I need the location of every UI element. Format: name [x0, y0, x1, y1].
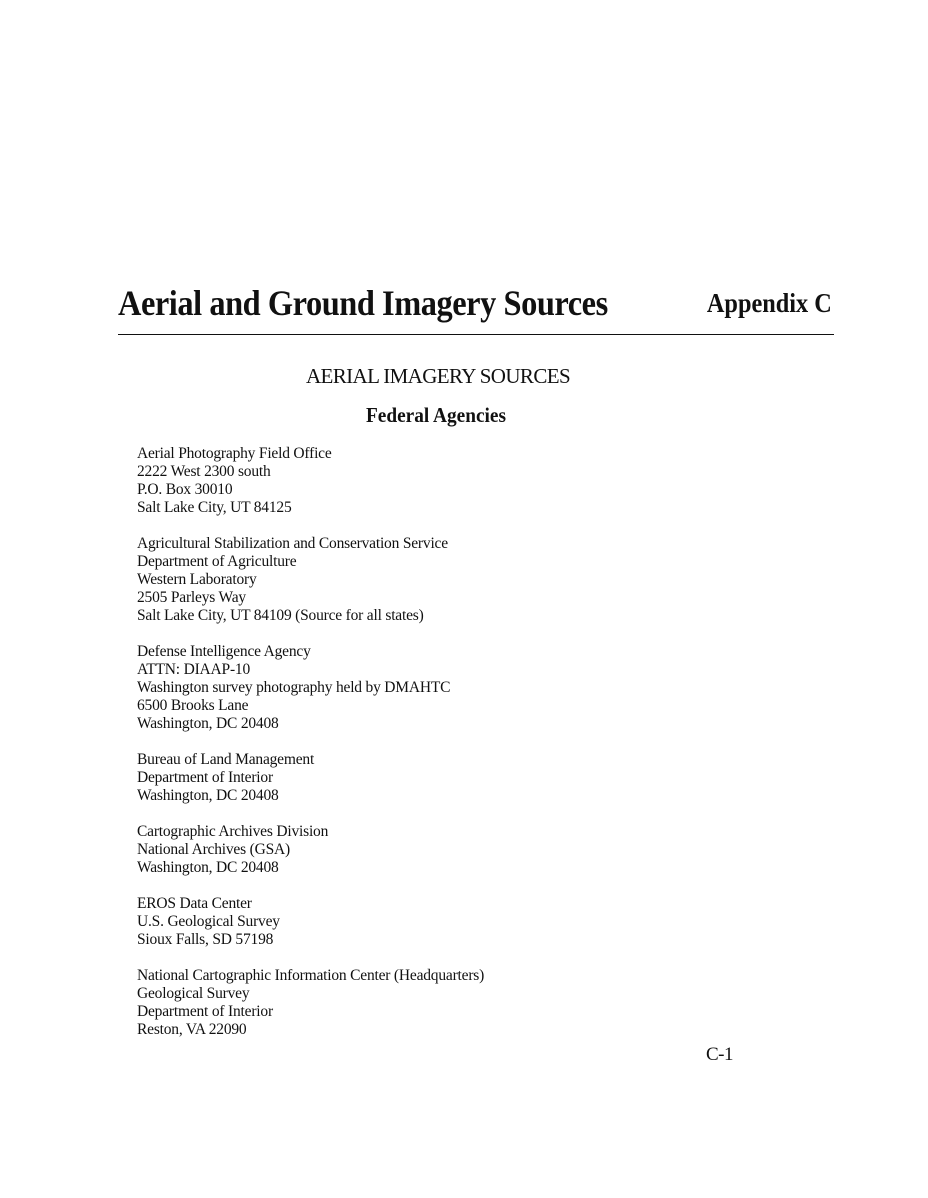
address-line: U.S. Geological Survey — [137, 913, 280, 930]
address-line: Washington survey photography held by DMAHTC — [137, 679, 451, 696]
page-number: C-1 — [706, 1044, 733, 1065]
address-line: Department of Agriculture — [137, 553, 297, 570]
address-line: P.O. Box 30010 — [137, 481, 233, 498]
address-entry — [137, 751, 737, 805]
address-line: 6500 Brooks Lane — [137, 697, 249, 714]
address-line: Bureau of Land Management — [137, 751, 315, 768]
address-entry — [137, 535, 737, 625]
address-entry — [137, 967, 737, 1039]
address-line: Reston, VA 22090 — [137, 1021, 247, 1038]
appendix-label: Appendix C — [707, 288, 832, 318]
address-line: Defense Intelligence Agency — [137, 643, 311, 660]
address-line: 2222 West 2300 south — [137, 463, 271, 480]
address-entry — [137, 445, 737, 517]
address-line: EROS Data Center — [137, 895, 252, 912]
address-list — [137, 445, 737, 1057]
address-line: Agricultural Stabilization and Conservation Service — [137, 535, 448, 552]
chapter-title: Aerial and Ground Imagery Sources — [118, 283, 608, 323]
address-line: Department of Interior — [137, 1003, 273, 1020]
subsection-title: Federal Agencies — [365, 403, 507, 427]
address-line: Western Laboratory — [137, 571, 257, 588]
address-line: 2505 Parleys Way — [137, 589, 246, 606]
address-line: Sioux Falls, SD 57198 — [137, 931, 274, 948]
page-header — [118, 282, 834, 335]
section-title: AERIAL IMAGERY SOURCES — [305, 364, 571, 388]
address-line: National Archives (GSA) — [137, 841, 290, 858]
address-entry — [137, 823, 737, 877]
address-line: ATTN: DIAAP-10 — [137, 661, 251, 678]
address-line: Washington, DC 20408 — [137, 787, 279, 804]
address-line: Washington, DC 20408 — [137, 859, 279, 876]
address-line: Cartographic Archives Division — [137, 823, 329, 840]
address-line: Salt Lake City, UT 84109 (Source for all states) — [137, 607, 424, 624]
address-line: Department of Interior — [137, 769, 273, 786]
address-line: Aerial Photography Field Office — [137, 445, 332, 462]
address-line: Salt Lake City, UT 84125 — [137, 499, 292, 516]
address-line: Geological Survey — [137, 985, 250, 1002]
address-line: Washington, DC 20408 — [137, 715, 279, 732]
address-line: National Cartographic Information Center (Headquarters) — [137, 967, 485, 984]
address-entry — [137, 895, 737, 949]
address-entry — [137, 643, 737, 733]
